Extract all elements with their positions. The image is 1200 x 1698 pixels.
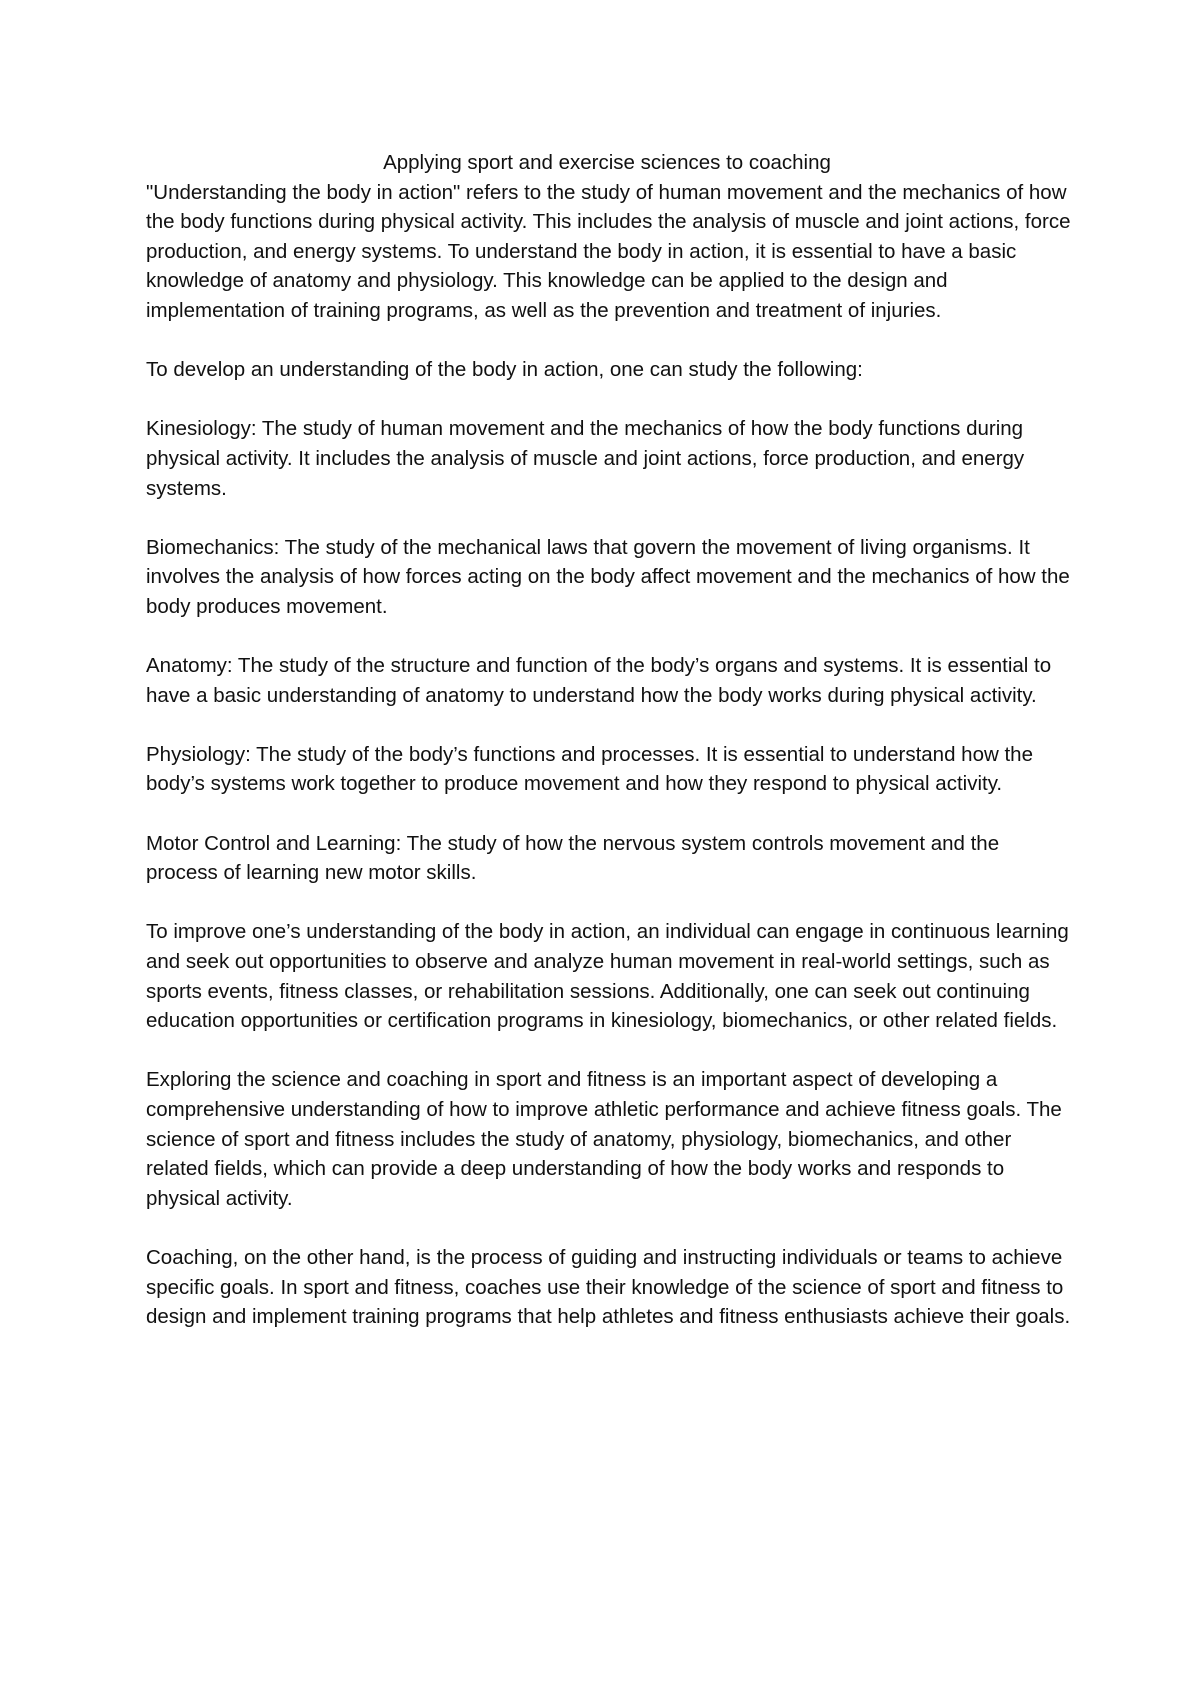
paragraph-motor-control: Motor Control and Learning: The study of how the nervous system controls movement and the process of learning new motor skills. [146, 831, 1000, 885]
document-title: Applying sport and exercise sciences to coaching [383, 151, 831, 174]
paragraph-intro: "Understanding the body in action" refers to the study of human movement and the mechanics of how the body functions during physical activity. This includes the analysis of muscle and joint actions, force production, and energy systems. To understand the body in action, it is essential to have a basic knowledge of anatomy and physiology. This knowledge can be applied to the design and implementation of training programs, as well as the prevention and treatment of injuries. [146, 180, 1071, 322]
paragraph-anatomy: Anatomy: The study of the structure and function of the body’s organs and systems. It is essential to have a basic understanding of anatomy to understand how the body works during physical activity. [146, 654, 1052, 707]
paragraph-physiology: Physiology: The study of the body’s functions and processes. It is essential to understand how the body’s systems work together to produce movement and how they respond to physical activity. [146, 742, 1033, 796]
paragraph-continuous-learning: To improve one’s understanding of the body in action, an individual can engage in continuous learning and seek out opportunities to observe and analyze human movement in real-world settings, such as sports events, fitness classes, or rehabilitation sessions. Additionally, one can seek out continuing education opportunities or certification programs in kinesiology, biomechanics, or other related fields. [146, 920, 1069, 1033]
paragraph-kinesiology: Kinesiology: The study of human movement and the mechanics of how the body functions during physical activity. It includes the analysis of muscle and joint actions, force production, and energy systems. [146, 417, 1025, 500]
paragraph-study-list-intro: To develop an understanding of the body in action, one can study the following: [146, 358, 863, 382]
paragraph-science-coaching: Exploring the science and coaching in sport and fitness is an important aspect of developing a comprehensive understanding of how to improve athletic performance and achieve fitness goals. The science of sport and fitness includes the study of anatomy, physiology, biomechanics, and other related fields, which can provide a deep understanding of how the body works and responds to physical activity. [146, 1068, 1062, 1210]
paragraph-coaching: Coaching, on the other hand, is the process of guiding and instructing individuals or teams to achieve specific goals. In sport and fitness, coaches use their knowledge of the science of sport and fitness to design and implement training programs that help athletes and fitness enthusiasts achieve their goals. [146, 1245, 1071, 1329]
document-page [146, 148, 1076, 1361]
paragraph-biomechanics: Biomechanics: The study of the mechanical laws that govern the movement of living organisms. It involves the analysis of how forces acting on the body affect movement and the mechanics of how the body produces movement. [146, 535, 1070, 618]
